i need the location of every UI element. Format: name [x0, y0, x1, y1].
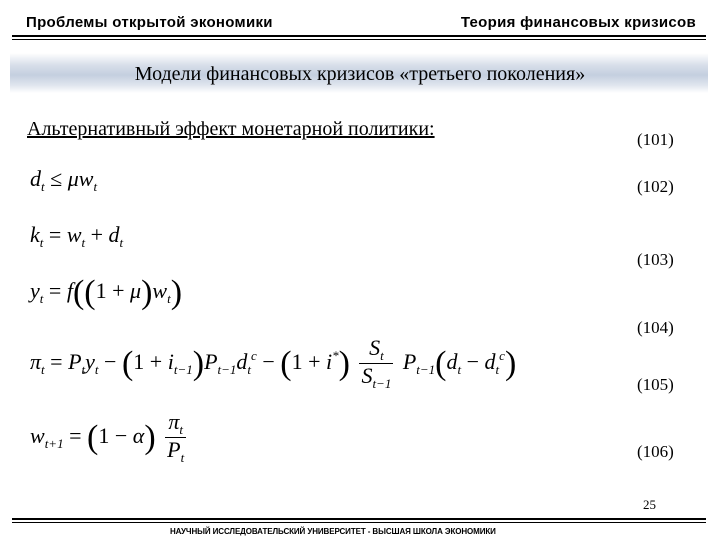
- exchange-rate-fraction: $\frac{S_t}{S_{t-1}}$: [361, 335, 392, 392]
- equation-number-104: (104): [637, 318, 674, 337]
- equation-capital: $k_t = w_t + d_t$: [30, 222, 124, 250]
- profit-price-fraction: $\frac{\pi_t}{P_t}$: [167, 409, 185, 466]
- equation-wealth: $w_{t+1} = (1 - \alpha)$ $\frac{\pi_t}{P_t}$: [30, 409, 185, 466]
- equation-number-105: (105): [637, 375, 674, 394]
- slide-title: Модели финансовых кризисов «третьего поколения»: [134, 63, 586, 85]
- equation-number-101: (101): [637, 130, 674, 149]
- header-divider: [12, 35, 706, 37]
- equation-profit: $\pi_t = P_ty_t - (1 + i_{t-1})P_{t-1}d_t^c - (1 + i^*)$ $\frac{S_t}{S_{t-1}}$ $P_{t-1}(d_t - d_t^c)$: [30, 335, 517, 392]
- footer-university: НАУЧНЫЙ ИССЛЕДОВАТЕЛЬСКИЙ УНИВЕРСИТЕТ - ВЫСШАЯ ШКОЛА ЭКОНОМИКИ: [170, 527, 496, 536]
- equation-number-103: (103): [637, 250, 674, 269]
- equation-deposit-constraint: $d_t \le \mu w_t$: [30, 166, 98, 194]
- equation-number-102: (102): [637, 177, 674, 196]
- footer-divider: [12, 518, 706, 520]
- footer-divider-thin: [12, 522, 706, 523]
- page-number: 25: [643, 497, 656, 512]
- equation-number-106: (106): [637, 442, 674, 461]
- header-divider-thin: [12, 39, 706, 40]
- section-subtitle: Альтернативный эффект монетарной политики:: [27, 118, 435, 140]
- header-course-title: Проблемы открытой экономики: [26, 14, 273, 31]
- equation-output: $y_t = f((1 + \mu)w_t)$: [30, 274, 183, 311]
- header-topic-title: Теория финансовых кризисов: [460, 14, 696, 31]
